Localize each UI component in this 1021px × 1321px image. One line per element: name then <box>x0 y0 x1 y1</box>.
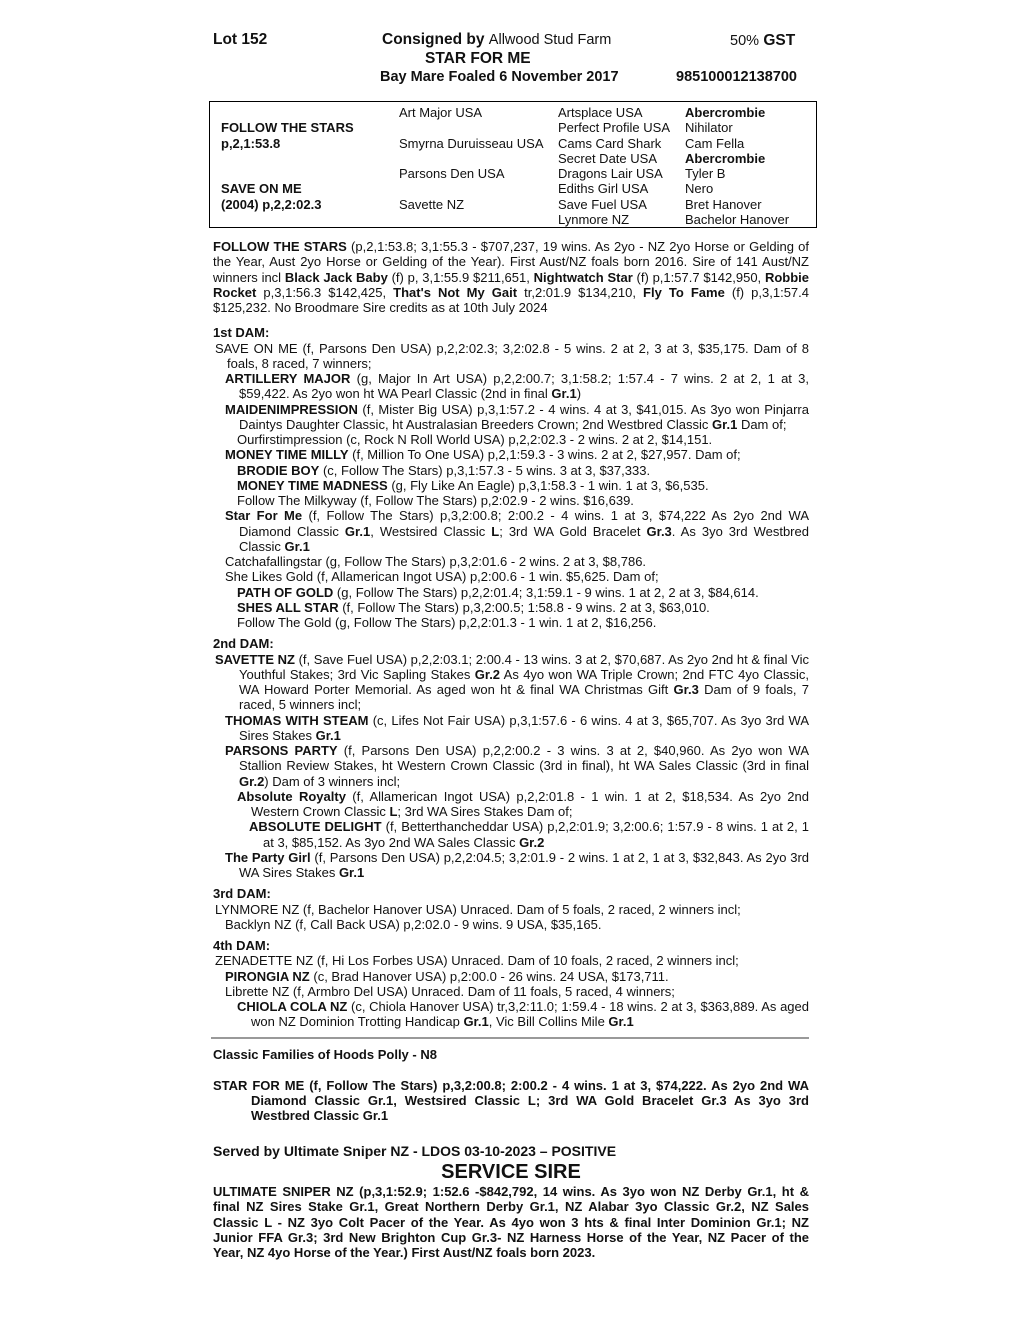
pedigree-g4-1: Nihilator <box>685 120 733 135</box>
dam1-entry <box>213 447 809 462</box>
horse-name-bold: PIRONGIA NZ <box>225 968 310 984</box>
horse-name-bold: PATH OF GOLD <box>237 584 334 600</box>
pedigree-dam-record: (2004) p,2,2:02.3 <box>221 197 322 212</box>
grade: L <box>389 804 398 819</box>
text-run: . As 3yo 3rd Westbred Classic <box>239 523 809 554</box>
horse-name: STAR FOR ME <box>425 50 531 67</box>
progeny-name: Robbie Rocket <box>213 269 810 300</box>
pedigree-g4-6: Bret Hanover <box>685 197 762 212</box>
pedigree-g4-7: Bachelor Hanover <box>685 212 790 227</box>
horse-name-bold: CHIOLA COLA NZ <box>237 999 348 1014</box>
text-run: (f, Parsons Den USA) p,2,2:04.5; 3,2:01.9 - 2 wins. 1 at 2, 1 at 3, $32,843. As 2yo 3rd WA Sires Stakes <box>239 849 809 880</box>
horse-name-bold: SHES ALL STAR <box>237 599 339 615</box>
text-run: (c, Chiola Hanover USA) tr,3,2:11.0; 1:59.4 - 18 wins. 2 at 3, $363,889. As aged won NZ Dominion Trotting Handicap <box>251 999 809 1030</box>
grade: Gr.1 <box>712 416 738 432</box>
text-run: p,3,1:56.3 $142,425, <box>256 284 394 300</box>
grade: Gr.2 <box>519 834 545 850</box>
pedigree-g4-2: Cam Fella <box>685 136 745 151</box>
consigned-prefix: Consigned by <box>382 31 485 48</box>
pedigree-g2-0: Art Major USA <box>399 105 483 120</box>
pedigree-g3-1: Perfect Profile USA <box>558 120 670 135</box>
pedigree-g3-4: Dragons Lair USA <box>558 166 663 181</box>
dam3-intro: LYNMORE NZ (f, Bachelor Hanover USA) Unraced. Dam of 5 foals, 2 raced, 2 winners incl; <box>215 901 741 917</box>
dam1-entry <box>213 585 809 600</box>
consignor-name: Allwood Stud Farm <box>488 32 612 48</box>
text-run: (f, Save Fuel USA) p,2,2:03.1; 2:00.4 - 13 wins. 3 at 2, $70,687. As 2yo 2nd ht & final Vic Youthful Stakes; 3rd Vic Sapling Stakes <box>239 651 809 682</box>
dam4-heading: 4th DAM: <box>213 938 271 953</box>
dam2-entry <box>213 713 809 744</box>
text-run: As 4yo won WA Triple Crown; 2nd FTC 4yo Classic, WA Howard Porter Memorial. As aged won ht & final WA Christmas Gift <box>239 666 809 697</box>
text-run: ) Dam of 3 winners incl; <box>264 773 401 789</box>
grade: Gr.1 <box>344 523 371 539</box>
progeny-name: Fly To Fame <box>643 284 725 300</box>
grade: Gr.1 <box>551 386 577 402</box>
grade: Gr.3 <box>646 523 672 539</box>
section-divider <box>211 1037 809 1039</box>
grade: L <box>491 523 500 539</box>
text-run: ; 3rd WA Gold Bracelet <box>499 523 647 539</box>
pedigree-g4-3: Abercrombie <box>685 151 766 166</box>
spacer <box>213 1062 809 1078</box>
dam1-entry <box>213 463 809 478</box>
horse-name-bold: BRODIE BOY <box>237 462 320 478</box>
horse-name-bold: MONEY TIME MADNESS <box>237 477 388 493</box>
progeny-name: Nightwatch Star <box>533 269 633 285</box>
dam3-entry: Backlyn NZ (f, Call Back USA) p,2:02.0 - 9 wins. 9 USA, $35,165. <box>225 916 602 932</box>
text-run: (f, Parsons Den USA) p,2,2:00.2 - 3 wins. 3 at 2, $40,960. As 2yo won WA Stallion Review Stakes, ht Western Crown Classic (3rd in final), ht WA Sales Classic (3rd in final <box>239 743 809 774</box>
consigned-line <box>382 31 611 49</box>
pedigree-table <box>209 101 817 228</box>
grade: Gr.1 <box>608 1014 634 1030</box>
pedigree-g4-0: Abercrombie <box>685 105 766 120</box>
text-run: (c, Follow The Stars) p,3,1:57.3 - 5 wins. 3 at 3, $37,333. <box>319 462 651 478</box>
gst-label: GST <box>763 32 796 49</box>
horse-name-bold: Absolute Royalty <box>237 788 346 804</box>
text-run: (g, Major In Art USA) p,2,2:00.7; 3,1:58.2; 1:57.4 - 7 wins. 2 at 2, 1 at 3, $59,422. As 2yo won ht WA Pearl Classic (2nd in final <box>239 371 809 402</box>
horse-name-bold: Star For Me <box>225 508 303 524</box>
gst-percent: 50% <box>730 33 760 49</box>
text-run: (f) p, 3,1:55.9 $211,651, <box>387 269 534 285</box>
horse-name-bold: ABSOLUTE DELIGHT <box>249 819 382 835</box>
pedigree-g3-2: Cams Card Shark <box>558 136 662 151</box>
dam1-entry <box>213 478 809 493</box>
text-run: (p,2,1:53.8; 3,1:55.3 - $707,237, 19 wins. As 2yo - NZ 2yo Horse or Gelding of the Year, Aust 2yo Horse or Gelding of the Year). First Aust/NZ foals born 2016. Sire of 141 Aust/NZ winners incl <box>213 239 809 285</box>
horse-name-bold: MONEY TIME MILLY <box>225 447 349 463</box>
pedigree-dam: SAVE ON ME <box>221 181 302 196</box>
dam3-heading: 3rd DAM: <box>213 886 271 902</box>
text-run: (f, Follow The Stars) p,3,2:00.5; 1:58.8 - 9 wins. 2 at 3, $63,010. <box>338 599 710 615</box>
dam4-entry <box>213 969 809 984</box>
microchip-number: 985100012138700 <box>676 69 797 85</box>
pedigree-g4-4: Tyler B <box>685 166 726 181</box>
spacer <box>213 1124 809 1144</box>
dam1-intro: SAVE ON ME (f, Parsons Den USA) p,2,2:02.3; 3,2:02.8 - 5 wins. 2 at 2, 3 at 3, $35,175. Dam of 8 foals, 8 raced, 7 winners; <box>215 340 809 371</box>
text-run: (f) p,3,1:57.4 $125,232. No Broodmare Sire credits as at 10th July 2024 <box>213 284 810 315</box>
sire-paragraph <box>213 239 809 315</box>
text-run: (f) p,1:57.7 $142,950, <box>632 269 765 285</box>
dam2-entry <box>213 819 809 850</box>
text-run: Dam of 9 foals, 7 raced, 5 winners incl; <box>239 682 809 713</box>
dam1-heading: 1st DAM: <box>213 325 270 341</box>
text-run: (g, Follow The Stars) p,2,2:01.4; 3,1:59.1 - 9 wins. 1 at 2, 2 at 3, $84,614. <box>333 584 759 600</box>
pedigree-g3-7: Lynmore NZ <box>558 212 630 227</box>
text-run: (f, Mister Big USA) p,3,1:57.2 - 4 wins. 4 at 3, $41,015. As 3yo won Pinjarra Daintys Daughter Classic, ht Australasian Breeders Crown; 2nd Westbred Classic <box>239 401 809 432</box>
dam4-entry: Librette NZ (f, Armbro Del USA) Unraced. Dam of 11 foals, 5 raced, 4 winners; <box>225 983 675 999</box>
grade: Gr.1 <box>284 538 310 554</box>
dam1-entry <box>213 371 809 402</box>
catalogue-body <box>213 239 809 1260</box>
pedigree-g2-2: Parsons Den USA <box>399 166 505 181</box>
text-run: tr,2:01.9 $134,210, <box>517 284 644 300</box>
pedigree-sire-record: p,2,1:53.8 <box>221 136 281 151</box>
pedigree-g2-1: Smyrna Duruisseau USA <box>399 136 544 151</box>
text-run: ) <box>576 386 582 402</box>
dam1-entry <box>213 508 809 554</box>
text-run: (c, Lifes Not Fair USA) p,3,1:57.6 - 6 wins. 4 at 3, $65,707. As 3yo 3rd WA Sires Stakes <box>239 712 809 743</box>
text-run: , Westsired Classic <box>370 523 492 539</box>
dam1-entry: Catchafallingstar (g, Follow The Stars) p,3,2:01.6 - 2 wins. 2 at 3, $8,786. <box>225 554 647 569</box>
horse-name-bold: MAIDENIMPRESSION <box>225 401 358 417</box>
pedigree-g3-6: Save Fuel USA <box>558 197 647 212</box>
text-run: , Vic Bill Collins Mile <box>488 1014 609 1030</box>
dam1-entry: Follow The Gold (g, Follow The Stars) p,2,2:01.3 - 1 win. 1 at 2, $16,256. <box>237 615 657 630</box>
dam1-entry: Follow The Milkyway (f, Follow The Stars) p,2:02.9 - 2 wins. $16,639. <box>237 493 634 508</box>
text-run: Dam of; <box>737 416 787 432</box>
service-sire-paragraph: ULTIMATE SNIPER NZ (p,3,1:52.9; 1:52.6 -$842,792, 14 wins. As 3yo won NZ Derby Gr.1, ht & final NZ Sires Stake Gr.1, Great Northern Derby Gr.1, NZ Alabar 3yo Classic Gr.2, NZ Sales Classic L - NZ 3yo Colt Pacer of the Year. As 4yo won 3 hts & final Inter Dominion Gr.1; NZ Junior FFA Gr.3; 3rd New Brighton Cup Gr.3- NZ Harness Horse of the Year, NZ Pacer of the Year, NZ 4yo Horse of the Year.) First Aust/NZ foals born 2023. <box>213 1184 809 1260</box>
text-run: (f, Betterthancheddar USA) p,2,2:01.9; 3,2:00.6; 1:57.9 - 8 wins. 1 at 2, 1 at 3, $85,152. As 3yo 2nd WA Sales Classic <box>263 819 810 850</box>
horse-name-bold: SAVETTE NZ <box>215 651 295 667</box>
pedigree-g3-3: Secret Date USA <box>558 151 657 166</box>
grade: Gr.1 <box>338 865 365 880</box>
text-run: (g, Fly Like An Eagle) p,3,1:58.3 - 1 win. 1 at 3, $6,535. <box>387 477 709 493</box>
progeny-name: That's Not My Gait <box>393 284 518 300</box>
horse-name-bold: The Party Girl <box>225 849 311 865</box>
pedigree-sire: FOLLOW THE STARS <box>221 120 354 135</box>
dam1-entry: Ourfirstimpression (c, Rock N Roll World USA) p,2,2:02.3 - 2 wins. 2 at 2, $14,151. <box>237 432 713 447</box>
text-run: (f, Allamerican Ingot USA) p,2,2:01.8 - 1 win. 1 at 2, $18,534. As 2yo 2nd Western Crown Classic <box>251 788 809 819</box>
service-sire-title: SERVICE SIRE <box>441 1160 581 1183</box>
grade: Gr.2 <box>474 666 501 682</box>
dam1-entry: She Likes Gold (f, Allamerican Ingot USA) p,2:00.6 - 1 win. $5,625. Dam of; <box>225 569 659 585</box>
lot-number: Lot 152 <box>213 31 268 48</box>
progeny-name: Black Jack Baby <box>284 269 388 285</box>
foaled-line: Bay Mare Foaled 6 November 2017 <box>380 69 619 85</box>
dam4-intro: ZENADETTE NZ (f, Hi Los Forbes USA) Unraced. Dam of 10 foals, 2 raced, 2 winners incl; <box>215 953 739 969</box>
gst-line <box>730 32 795 50</box>
text-run: (f, Million To One USA) p,2,1:59.3 - 3 wins. 2 at 2, $27,957. Dam of; <box>348 447 741 463</box>
dam2-intro <box>213 652 809 713</box>
grade: Gr.1 <box>463 1014 489 1030</box>
star-summary: STAR FOR ME (f, Follow The Stars) p,3,2:00.8; 2:00.2 - 4 wins. 1 at 3, $74,222. As 2yo 2nd WA Diamond Classic Gr.1, Westsired Classic L; 3rd WA Gold Bracelet Gr.3 As 3yo 3rd Westbred Classic Gr.1 <box>213 1077 809 1124</box>
pedigree-g3-5: Ediths Girl USA <box>558 181 649 196</box>
dam2-entry <box>213 789 809 820</box>
grade: Gr.3 <box>673 682 699 697</box>
grade: Gr.2 <box>239 773 265 789</box>
pedigree-g4-5: Nero <box>685 181 714 196</box>
dam4-entry <box>213 999 809 1030</box>
dam1-entry <box>213 600 809 615</box>
horse-name-bold: THOMAS WITH STEAM <box>225 712 369 728</box>
pedigree-g2-3: Savette NZ <box>399 197 465 212</box>
horse-name-bold: PARSONS PARTY <box>225 743 338 758</box>
dam2-heading: 2nd DAM: <box>213 636 274 652</box>
dam2-entry <box>213 850 809 881</box>
text-run: (f, Follow The Stars) p,3,2:00.8; 2:00.2 - 4 wins. 1 at 3, $74,222 As 2yo 2nd WA Diamond Classic <box>239 508 809 539</box>
served-line: Served by Ultimate Sniper NZ - LDOS 03-10-2023 – POSITIVE <box>213 1142 617 1159</box>
pedigree-g3-0: Artsplace USA <box>558 105 643 120</box>
dam1-entry <box>213 402 809 433</box>
grade: Gr.1 <box>315 727 341 743</box>
horse-name-bold: ARTILLERY MAJOR <box>225 371 351 386</box>
family-line: Classic Families of Hoods Polly - N8 <box>213 1046 437 1062</box>
text-run: ; 3rd WA Sires Stakes Dam of; <box>397 804 573 819</box>
dam2-entry <box>213 743 809 789</box>
text-run: (c, Brad Hanover USA) p,2:00.0 - 26 wins. 24 USA, $173,711. <box>309 968 669 984</box>
sire-name: FOLLOW THE STARS <box>213 239 347 254</box>
